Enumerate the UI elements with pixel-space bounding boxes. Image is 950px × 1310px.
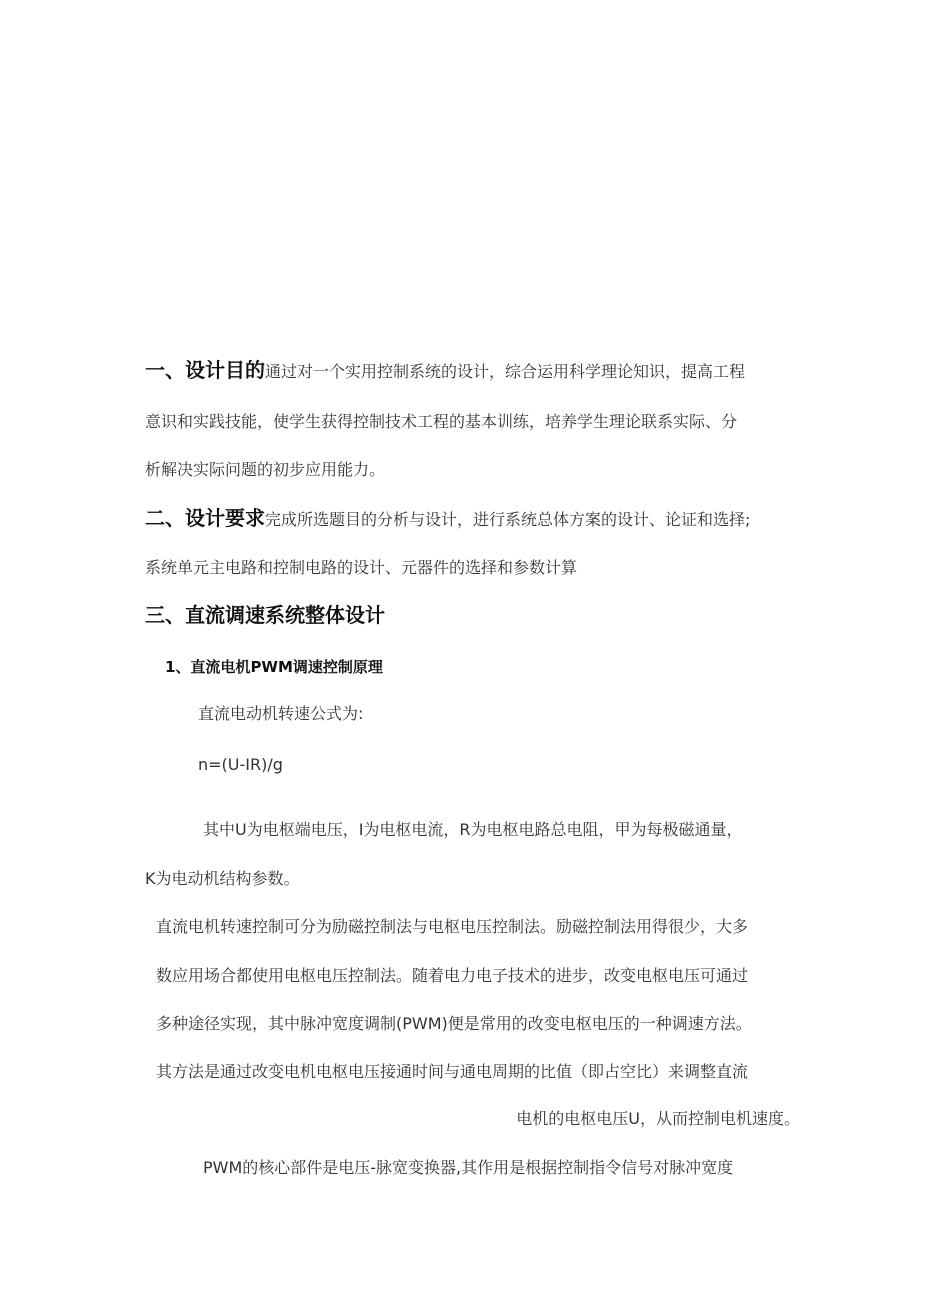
section-1-text: 通过对一个实用控制系统的设计，综合运用科学理论知识，提高工程 xyxy=(265,362,746,381)
pwm-line: PWM的核心部件是电压-脉宽变换器,其作用是根据控制指令信号对脉冲宽度 xyxy=(203,1158,734,1177)
variables-line-1: 其中U为电枢端电压，I为电枢电流，R为电枢电路总电阻，甲为每极磁通量， xyxy=(203,820,743,839)
section-1-line-1 xyxy=(145,358,745,384)
variables-line-2: K为电动机结构参数。 xyxy=(145,869,300,888)
section-2-text: 完成所选题目的分析与设计，进行系统总体方案的设计、论证和选择; xyxy=(265,510,751,529)
section-2-heading: 二、设计要求 xyxy=(145,506,265,530)
speed-formula: n=(U-IR)/g xyxy=(198,755,283,774)
paragraph-line-4: 其方法是通过改变电机电枢电压接通时间与通电周期的比值（即占空比）来调整直流 xyxy=(156,1062,749,1081)
paragraph-line-3: 多种途径实现，其中脉冲宽度调制(PWM)便是常用的改变电枢电压的一种调速方法。 xyxy=(156,1014,752,1033)
section-1-line-2: 意识和实践技能，使学生获得控制技术工程的基本训练，培养学生理论联系实际、分 xyxy=(145,412,738,431)
section-2-line-1 xyxy=(145,506,750,532)
section-3-heading: 三、直流调速系统整体设计 xyxy=(145,603,385,627)
section-2-line-2: 系统单元主电路和控制电路的设计、元器件的选择和参数计算 xyxy=(145,558,578,577)
paragraph-line-1: 直流电机转速控制可分为励磁控制法与电枢电压控制法。励磁控制法用得很少，大多 xyxy=(156,917,749,936)
formula-intro: 直流电动机转速公式为: xyxy=(198,704,364,723)
section-1-heading: 一、设计目的 xyxy=(145,358,265,382)
paragraph-line-2: 数应用场合都使用电枢电压控制法。随着电力电子技术的进步，改变电枢电压可通过 xyxy=(156,966,749,985)
subsection-1-heading: 1、直流电机PWM调速控制原理 xyxy=(165,658,383,676)
section-1-line-3: 析解决实际问题的初步应用能力。 xyxy=(145,460,386,479)
paragraph-line-5: 电机的电枢电压U，从而控制电机速度。 xyxy=(516,1109,800,1128)
